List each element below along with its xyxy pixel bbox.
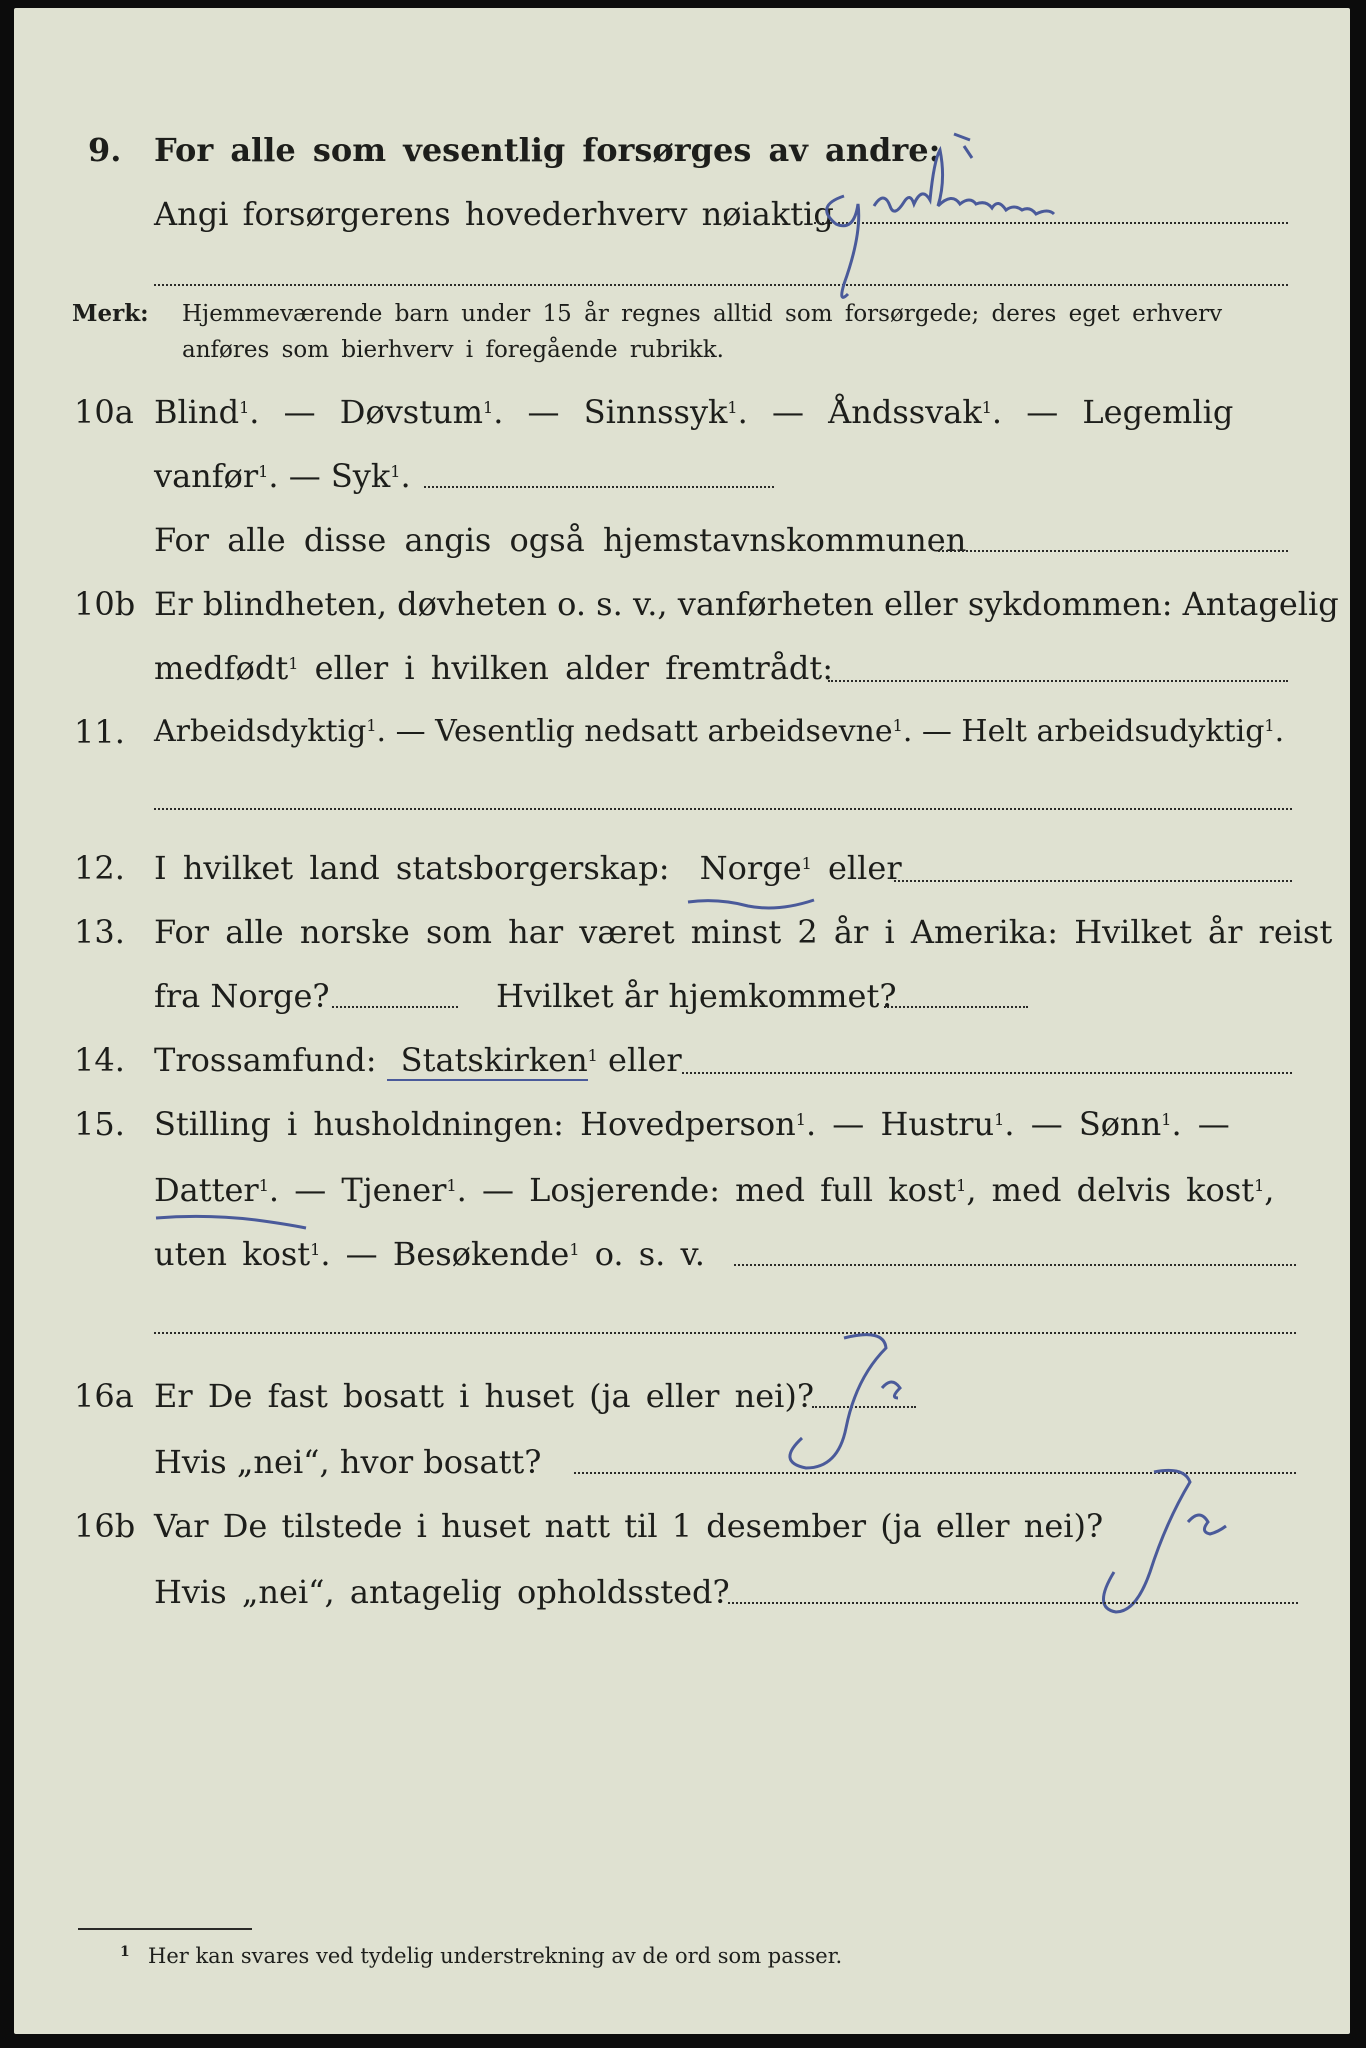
q11-number: 11. <box>74 713 125 751</box>
q15-answer-line <box>734 1264 1296 1266</box>
q11-answer-line <box>154 808 1292 810</box>
q16a-line2: Hvis „nei“, hvor bosatt? <box>154 1443 542 1481</box>
footnote-marker: 1 <box>120 1944 130 1960</box>
q10a-line2: vanfør$^1$. — Syk$^1$. <box>154 457 411 495</box>
q10b-line1: Er blindheten, døvheten o. s. v., vanførheten eller sykdommen: Antagelig <box>154 585 1339 623</box>
q9-handwritten-answer <box>814 126 1234 306</box>
q15-line2: Datter$^1$. — Tjener$^1$. — Losjerende: med full kost$^1$, med delvis kost$^1$, <box>154 1171 1275 1209</box>
q9-number: 9. <box>88 131 122 169</box>
q9-answer-text: gårdbruker <box>886 214 910 219</box>
q16b-handwritten-answer <box>1054 1448 1254 1628</box>
merk-line1: Hjemmeværende barn under 15 år regnes alltid som forsørgede; deres eget erhverv <box>182 301 1223 327</box>
q10a-syk-line <box>424 486 774 488</box>
q14-line: Trossamfund: Statskirken$^1$ eller <box>154 1041 682 1079</box>
q13-line1: For alle norske som har været minst 2 år i Amerika: Hvilket år reist <box>154 913 1333 951</box>
q15-line1: Stilling i husholdningen: Hovedperson$^1$. — Hustru$^1$. — Sønn$^1$. — <box>154 1105 1230 1143</box>
q13-line2b: Hvilket år hjemkommet? <box>496 977 897 1015</box>
q16a-handwritten-answer <box>774 1318 934 1478</box>
q12-number: 12. <box>74 849 125 887</box>
q9-line1: For alle som vesentlig forsørges av andre: <box>154 131 941 169</box>
q13-hjem-line <box>884 1006 1028 1008</box>
footnote-rule <box>78 1928 252 1930</box>
footnote-text: Her kan svares ved tydelig understrekning av de ord som passer. <box>148 1944 843 1968</box>
q12-answer-line <box>894 880 1292 882</box>
q10b-answer-line <box>828 680 1288 682</box>
q11-line: Arbeidsdyktig$^1$. — Vesentlig nedsatt arbeidsevne$^1$. — Helt arbeidsudyktig$^1$. <box>154 714 1285 749</box>
q16b-line2: Hvis „nei“, antagelig opholdssted? <box>154 1573 730 1611</box>
q13-line2a: fra Norge? <box>154 977 330 1015</box>
q15-line3: uten kost$^1$. — Besøkende$^1$ o. s. v. <box>154 1235 705 1273</box>
q15-datter-underline <box>154 1206 314 1236</box>
q13-number: 13. <box>74 913 125 951</box>
q16a-number: 16a <box>74 1377 134 1415</box>
q12-norge: Norge <box>699 849 802 887</box>
census-form-page <box>14 8 1350 2034</box>
merk-line2: anføres som bierhverv i foregående rubrikk. <box>182 337 724 363</box>
q15-number: 15. <box>74 1105 125 1143</box>
q14-statskirken: Statskirken <box>387 1041 588 1081</box>
q16b-number: 16b <box>74 1507 136 1545</box>
q10a-number: 10a <box>74 393 134 431</box>
q15-second-line <box>154 1332 1296 1334</box>
q14-number: 14. <box>74 1041 125 1079</box>
q13-reist-line <box>332 1006 458 1008</box>
q10b-line2: medfødt$^1$ eller i hvilken alder fremtrådt: <box>154 649 834 687</box>
q9-line2: Angi forsørgerens hovederhverv nøiaktig <box>154 195 834 233</box>
q10a-line1: Blind$^1$. — Døvstum$^1$. — Sinnssyk$^1$. — Åndssvak$^1$. — Legemlig <box>154 393 1234 431</box>
q16a-line1: Er De fast bosatt i huset (ja eller nei)? <box>154 1377 815 1415</box>
q10b-number: 10b <box>74 585 136 623</box>
merk-label: Merk: <box>72 300 149 327</box>
q16b-opphold-line <box>728 1602 1298 1604</box>
q16b-line1: Var De tilstede i huset natt til 1 desember (ja eller nei)? <box>154 1507 1104 1545</box>
q10a-kommune-line <box>938 550 1288 552</box>
q12-line: I hvilket land statsborgerskap: Norge$^1$ eller <box>154 849 902 887</box>
q14-answer-line <box>682 1072 1292 1074</box>
q10a-line3: For alle disse angis også hjemstavnskommunen <box>154 521 967 559</box>
